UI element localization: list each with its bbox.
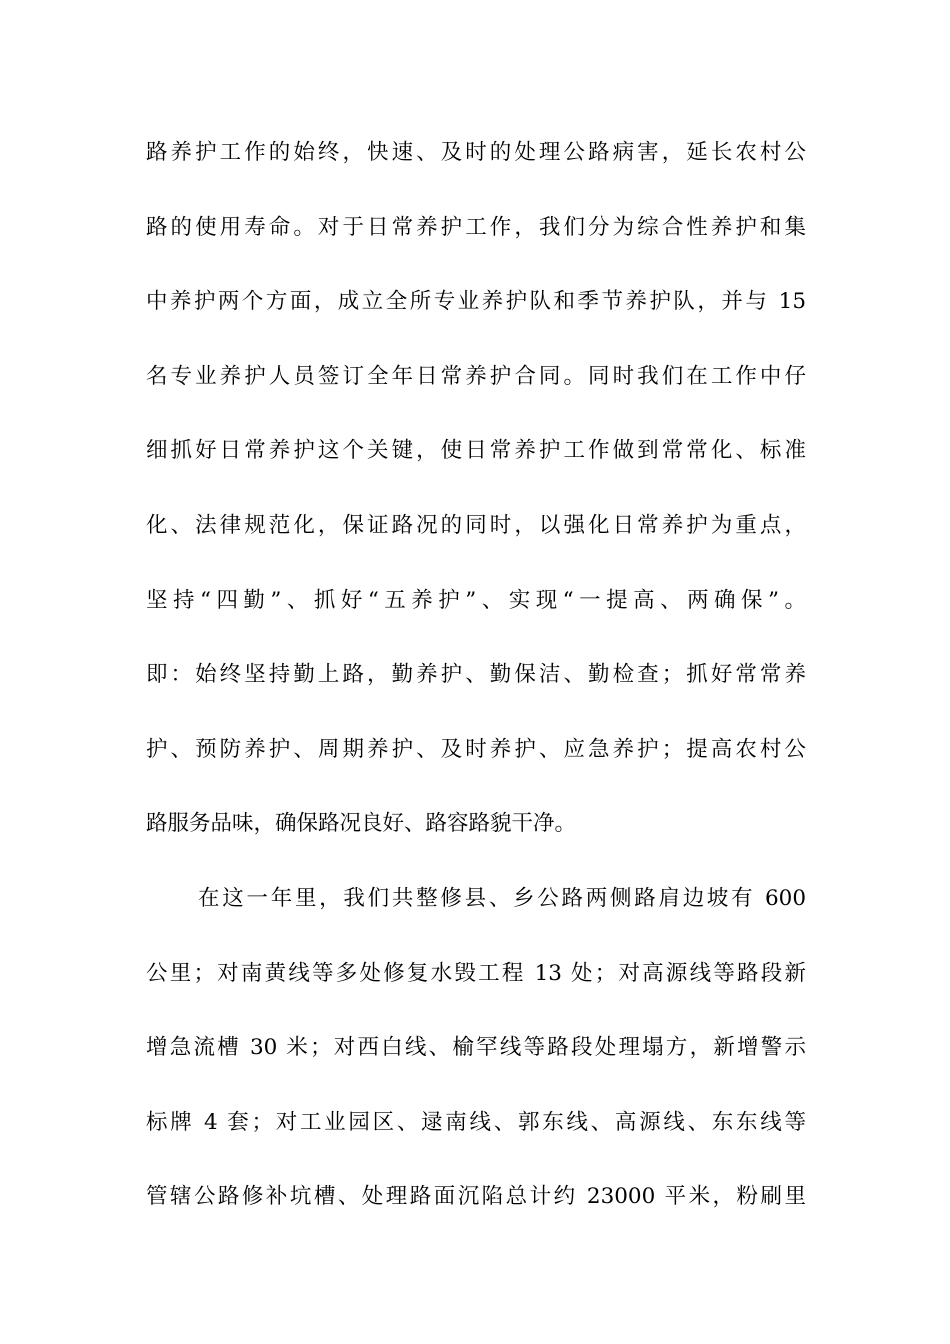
- text-line: 细抓好日常养护这个关键，使日常养护工作做到常常化、标准: [146, 438, 806, 464]
- text-line: 化、法律规范化，保证路况的同时，以强化日常养护为重点，: [146, 512, 806, 538]
- text-line: 路养护工作的始终，快速、及时的处理公路病害，延长农村公: [146, 140, 806, 165]
- text-line: 即：始终坚持勤上路，勤养护、勤保洁、勤检查；抓好常常养: [146, 662, 806, 688]
- text-line: 中养护两个方面，成立全所专业养护队和季节养护队，并与 15: [146, 289, 806, 315]
- text-line: 公里；对南黄线等多处修复水毁工程 13 处；对高源线等路段新: [146, 960, 806, 986]
- body-text: [146, 129, 806, 1248]
- text-line: 路的使用寿命。对于日常养护工作，我们分为综合性养护和集: [146, 214, 806, 240]
- text-line: 增急流槽 30 米；对西白线、榆罕线等路段处理塌方，新增警示: [146, 1035, 806, 1061]
- text-line: 坚持“四勤”、抓好“五养护”、实现“一提高、两确保”。: [146, 587, 806, 613]
- text-line: 护、预防养护、周期养护、及时养护、应急养护；提高农村公: [146, 736, 806, 762]
- text-line: 名专业养护人员签订全年日常养护合同。同时我们在工作中仔: [146, 363, 806, 389]
- text-line: 管辖公路修补坑槽、处理路面沉陷总计约 23000 平米，粉刷里: [146, 1184, 806, 1210]
- text-line: 标牌 4 套；对工业园区、逯南线、郭东线、高源线、东东线等: [146, 1109, 806, 1135]
- paragraph-end-line: 路服务品味，确保路况良好、路容路貌干净。: [146, 811, 577, 837]
- paragraph-start-line: 在这一年里，我们共整修县、乡公路两侧路肩边坡有 600: [198, 885, 806, 911]
